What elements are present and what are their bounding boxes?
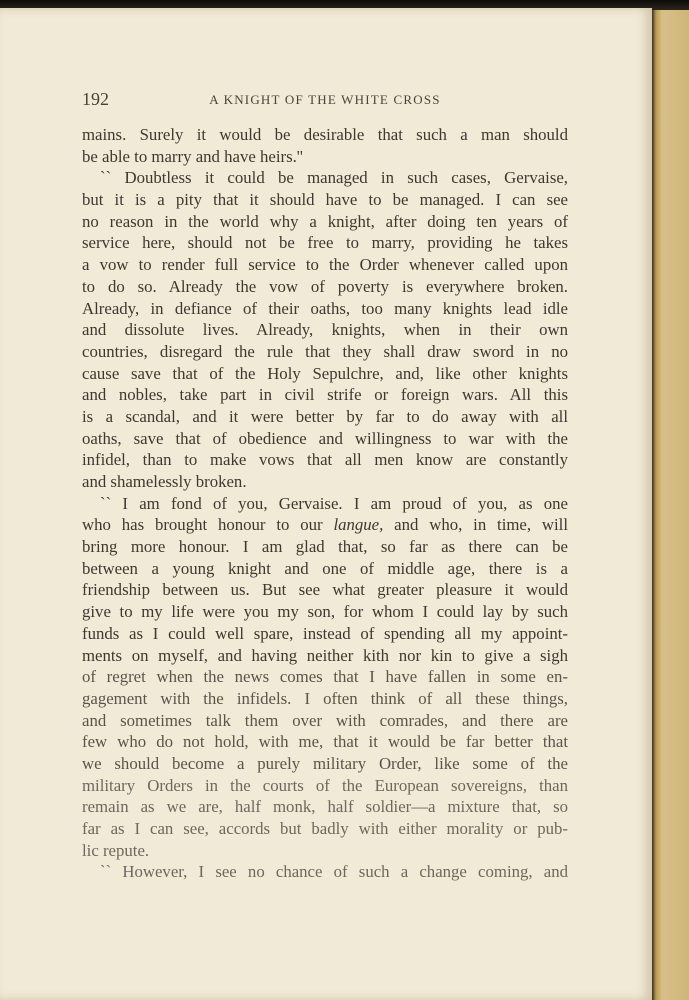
text-line: `` Doubtless it could be managed in such cases, Gervaise,	[100, 168, 568, 188]
text-line: ments on myself, and having neither kith nor kin to give a sigh	[82, 645, 568, 665]
text-line: service here, should not be free to marry, providing he takes	[82, 233, 568, 253]
text-line: infidel, than to make vows that all men know are constantly	[82, 450, 568, 470]
text-line: a vow to render full service to the Order whenever called upon	[82, 255, 568, 275]
text-line: remain as we are, half monk, half soldier—a mixture that, so	[82, 797, 568, 817]
text-line: few who do not hold, with me, that it would be far better that	[82, 732, 568, 752]
text-segment: and who, in time, will	[383, 515, 569, 535]
text-line: be able to marry and have heirs.''	[82, 146, 303, 166]
text-line: lic repute.	[82, 840, 150, 860]
text-line: gagement with the infidels. I often think of all these things,	[82, 688, 568, 708]
text-line: funds as I could well spare, instead of spending all my appoint-	[82, 623, 568, 643]
adjacent-page-edge	[652, 10, 689, 1000]
page-header	[82, 89, 568, 113]
text-line: and shamelessly broken.	[82, 472, 247, 491]
text-line: but it is a pity that it should have to be managed. I can see	[82, 190, 568, 210]
text-line: give to my life were you my son, for whom I could lay by such	[82, 602, 568, 622]
running-title: A KNIGHT OF THE WHITE CROSS	[209, 92, 441, 107]
text-segment: who has brought honour to our	[82, 515, 334, 535]
text-line: bring more honour. I am glad that, so far as there can be	[82, 537, 568, 557]
text-line: and dissolute lives. Already, knights, when in their own	[82, 320, 568, 340]
text-line: Already, in defiance of their oaths, too many knights lead idle	[82, 298, 568, 318]
text-line-with-italic	[82, 514, 568, 536]
text-line: mains. Surely it would be desirable that such a man should	[82, 125, 568, 144]
italic-word: langue,	[333, 515, 384, 535]
text-line: `` I am fond of you, Gervaise. I am proud of you, as one	[100, 493, 568, 513]
text-line: friendship between us. But see what greater pleasure it would	[82, 580, 568, 600]
text-line: between a young knight and one of middle age, there is a	[82, 558, 568, 578]
body-text	[82, 124, 568, 883]
text-line: far as I can see, accords but badly with either morality or pub-	[82, 819, 568, 838]
text-line: is a scandal, and it were better by far to do away with all	[82, 406, 568, 426]
text-line: and nobles, take part in civil strife or foreign wars. All this	[82, 385, 568, 405]
text-line: countries, disregard the rule that they shall draw sword in no	[82, 341, 568, 361]
text-line: and sometimes talk them over with comrades, and there are	[82, 710, 568, 730]
text-line: of regret when the news comes that I have fallen in some en-	[82, 667, 568, 687]
text-line: oaths, save that of obedience and willingness to war with the	[82, 428, 568, 448]
text-line: `` However, I see no chance of such a change coming, and	[100, 862, 568, 882]
text-line: no reason in the world why a knight, after doing ten years of	[82, 211, 568, 231]
text-line: cause save that of the Holy Sepulchre, and, like other knights	[82, 363, 568, 383]
text-line: military Orders in the courts of the European sovereigns, than	[82, 775, 568, 795]
text-line: to do so. Already the vow of poverty is everywhere broken.	[82, 276, 568, 296]
page-number: 192	[82, 89, 109, 109]
text-line: we should become a purely military Order, like some of the	[82, 753, 568, 773]
